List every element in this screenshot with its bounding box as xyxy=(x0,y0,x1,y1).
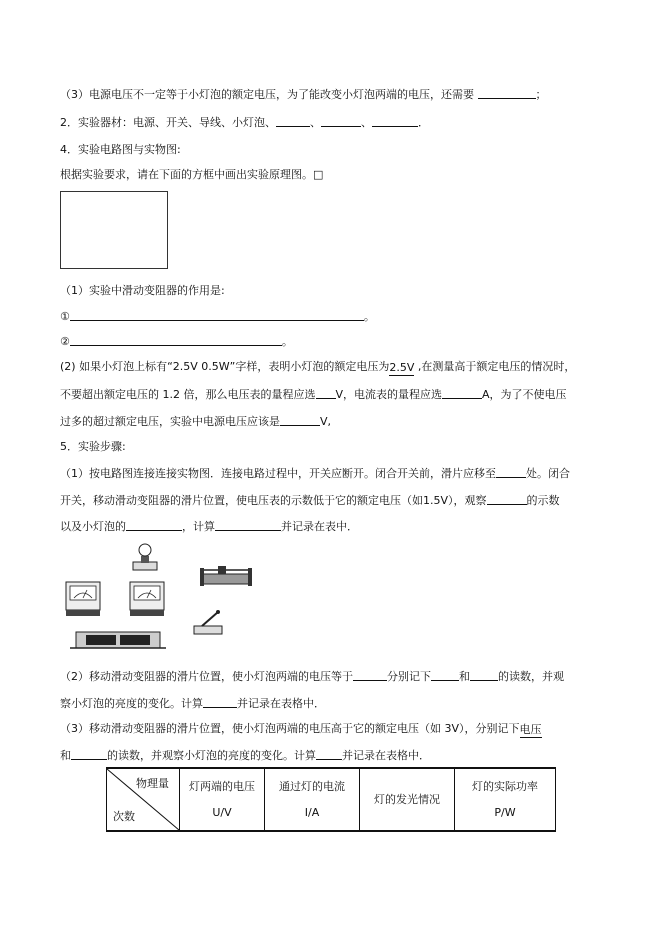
blank-ammeter-range[interactable] xyxy=(442,387,482,399)
blank-role-2[interactable] xyxy=(70,334,282,346)
text: ． xyxy=(418,116,429,129)
blank-slider-position[interactable] xyxy=(496,466,526,478)
text: V, xyxy=(320,415,332,428)
blank-calc-2[interactable] xyxy=(203,696,237,708)
text: 和 xyxy=(459,670,470,683)
text: 、 xyxy=(361,116,372,129)
text: 分别记下 xyxy=(387,670,431,683)
results-table xyxy=(106,767,556,832)
line-supply-voltage xyxy=(60,414,331,429)
step-1-a xyxy=(60,466,570,481)
header-top: 通过灯的电流 xyxy=(279,779,345,793)
header-unit: P/W xyxy=(494,805,516,819)
underlined-voltage: 电压 xyxy=(519,723,542,736)
diag-top-label: 物理量 xyxy=(136,777,169,790)
text: 并记录在表格中． xyxy=(342,749,430,762)
step-1-b xyxy=(60,493,560,508)
step-2-b xyxy=(60,696,325,711)
text: 并记录在表格中． xyxy=(237,697,325,710)
header-current xyxy=(265,768,360,831)
text: ； xyxy=(535,88,547,101)
answer-line-1 xyxy=(60,309,375,324)
blank-equip-2[interactable] xyxy=(321,115,361,127)
text: 不要超出额定电压的 1.2 倍，那么电压表的量程应选 xyxy=(60,388,316,401)
header-top: 灯两端的电压 xyxy=(189,779,255,793)
heading-steps: 5．实验步骤: xyxy=(60,440,126,453)
ammeter-icon xyxy=(66,582,100,616)
question-rheostat-role: （1）实验中滑动变阻器的作用是: xyxy=(60,284,225,297)
text: ，计算 xyxy=(182,520,215,533)
text: 和 xyxy=(60,749,71,762)
instruction-draw: 根据实验要求，请在下面的方框中画出实验原理图。□ xyxy=(60,168,324,181)
text: （1）按电路图连接连接实物图．连接电路过程中，开关应断开。闭合开关前，滑片应移至 xyxy=(60,467,496,480)
text: 的读数，并观察小灯泡的亮度的变化。计算 xyxy=(107,749,316,762)
diag-bottom-label: 次数 xyxy=(113,810,135,823)
blank-voltmeter-range[interactable] xyxy=(316,387,336,399)
line-equipment xyxy=(60,115,429,130)
text: 的读数，并观 xyxy=(498,670,564,683)
text: 并记录在表中． xyxy=(281,520,358,533)
text: ② xyxy=(60,335,70,348)
line-meter-ranges xyxy=(60,387,567,402)
step-3-a xyxy=(60,722,542,738)
text: V，电流表的量程应选 xyxy=(335,388,443,401)
text: 。 xyxy=(281,335,293,348)
text: 处。闭合 xyxy=(526,467,570,480)
line-rated-voltage xyxy=(60,360,575,376)
blank-role-1[interactable] xyxy=(70,309,364,321)
blank-observe-meter[interactable] xyxy=(487,493,527,505)
header-brightness xyxy=(360,768,455,831)
step-3-b xyxy=(60,748,430,763)
apparatus-illustration xyxy=(60,540,260,660)
step-1-c xyxy=(60,519,358,534)
text: (2) 如果小灯泡上标有“2.5V 0.5W”字样，表明小灯泡的额定电压为 xyxy=(60,360,390,373)
drawing-box[interactable] xyxy=(60,191,168,269)
header-top: 灯的实际功率 xyxy=(472,779,538,793)
step-2-a xyxy=(60,669,564,684)
header-unit: U/V xyxy=(212,805,232,819)
header-top: 灯的发光情况 xyxy=(374,792,440,806)
text: 、 xyxy=(310,116,321,129)
text: 过多的超过额定电压，实验中电源电压应该是 xyxy=(60,415,280,428)
blank-record-2[interactable] xyxy=(470,669,498,681)
text: 开关，移动滑动变阻器的滑片位置，使电压表的示数低于它的额定电压（如1.5V），观察 xyxy=(60,494,487,507)
voltmeter-icon xyxy=(130,582,164,616)
battery-pack-icon xyxy=(70,632,166,648)
text: ,在测量高于额定电压的情况时， xyxy=(414,360,576,373)
blank-record-3[interactable] xyxy=(71,748,107,760)
blank-supply-voltage[interactable] xyxy=(280,414,320,426)
text: 察小灯泡的亮度的变化。计算 xyxy=(60,697,203,710)
line-power-supply-note xyxy=(60,87,547,102)
blank-1[interactable] xyxy=(478,87,536,99)
filled-blank-rated-voltage: 2.5V xyxy=(389,361,415,374)
blank-equip-1[interactable] xyxy=(276,115,310,127)
blank-calc-3[interactable] xyxy=(316,748,342,760)
text: （3）移动滑动变阻器的滑片位置，使小灯泡两端的电压高于它的额定电压（如 3V），分别记下 xyxy=(60,722,520,735)
switch-icon xyxy=(194,610,222,634)
text: （2）移动滑动变阻器的滑片位置，使小灯泡两端的电压等于 xyxy=(60,670,353,683)
diagonal-header-cell xyxy=(107,768,180,831)
text: 以及小灯泡的 xyxy=(60,520,126,533)
bulb-icon xyxy=(133,544,157,570)
text: ① xyxy=(60,310,70,323)
blank-equip-3[interactable] xyxy=(372,115,418,127)
text: 。 xyxy=(363,310,375,323)
header-unit: I/A xyxy=(304,805,320,819)
blank-calculate[interactable] xyxy=(215,519,281,531)
answer-line-2 xyxy=(60,334,293,349)
rheostat-icon xyxy=(200,566,252,586)
text: 2．实验器材：电源、开关、导线、小灯泡、 xyxy=(60,116,276,129)
text: （3）电源电压不一定等于小灯泡的额定电压，为了能改变小灯泡两端的电压，还需要 xyxy=(60,88,478,101)
blank-bulb-state[interactable] xyxy=(126,519,182,531)
heading-circuit: 4．实验电路图与实物图: xyxy=(60,143,181,156)
blank-rated-voltage-equal[interactable] xyxy=(353,669,387,681)
blank-record-1[interactable] xyxy=(431,669,459,681)
header-voltage xyxy=(180,768,265,831)
text: 的示数 xyxy=(526,494,560,507)
header-power xyxy=(455,768,556,831)
text: A，为了不使电压 xyxy=(482,388,567,401)
